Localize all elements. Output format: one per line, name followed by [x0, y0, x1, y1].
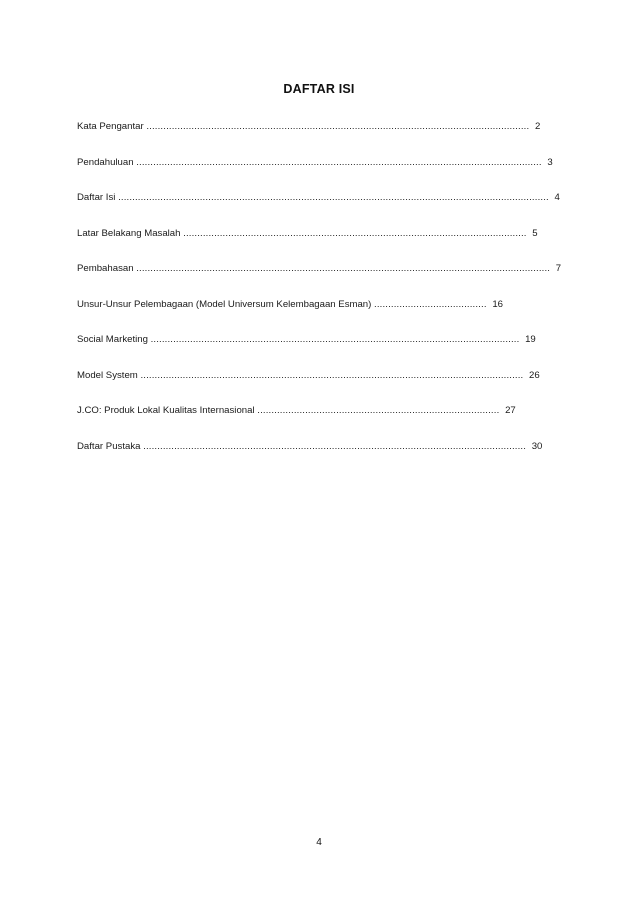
toc-entry-page: 5	[532, 227, 538, 239]
toc-entry-leader: .........................................................................................................................................................	[118, 192, 549, 203]
toc-entry-label: Kata Pengantar	[77, 121, 144, 132]
toc-entry-label: Daftar Pustaka	[77, 440, 141, 452]
toc-entry	[77, 332, 547, 347]
toc-entry-label: Social Marketing	[77, 334, 148, 345]
toc-entry-leader: ................................................................................................................................................	[136, 156, 542, 168]
toc-entry-page: 30	[531, 440, 543, 452]
toc-entry-page: 4	[554, 192, 560, 203]
toc-entry-page: 26	[529, 369, 540, 381]
table-of-contents	[77, 119, 562, 474]
toc-entry	[77, 155, 553, 170]
toc-entry-leader: ..........................................................................................................................	[183, 227, 527, 239]
toc-entry-page: 2	[534, 121, 541, 132]
toc-entry	[77, 190, 560, 205]
toc-entry-page: 27	[505, 405, 516, 416]
toc-entry-leader: ........................................	[374, 298, 487, 310]
toc-entry-leader: ........................................................................................................................................	[143, 440, 527, 452]
toc-entry-leader: ...................................................................................................................................................	[136, 263, 551, 274]
toc-entry	[77, 403, 547, 418]
toc-entry-label: Pembahasan	[77, 263, 134, 274]
toc-entry	[77, 261, 562, 276]
toc-entry-page: 7	[555, 263, 562, 274]
toc-entry	[77, 439, 547, 454]
footer-page-number: 4	[316, 837, 322, 848]
toc-entry	[77, 119, 547, 134]
toc-entry-leader: ...................................................................................................................................	[150, 334, 520, 345]
toc-entry	[77, 297, 547, 312]
toc-entry-label: Unsur-Unsur Pelembagaan (Model Universum Kelembagaan Esman)	[77, 298, 372, 310]
toc-entry-label: Model System	[77, 369, 138, 381]
toc-entry-page: 3	[547, 156, 553, 168]
toc-entry-label: Pendahuluan	[77, 156, 134, 168]
toc-entry-leader: ......................................................................................	[257, 405, 500, 416]
toc-entry	[77, 226, 547, 241]
toc-entry-label: J.CO: Produk Lokal Kualitas Internasional	[77, 405, 255, 416]
toc-entry-label: Daftar Isi	[77, 192, 116, 203]
toc-entry-page: 19	[525, 334, 536, 345]
toc-entry-leader: ........................................................................................................................................	[146, 121, 530, 132]
toc-entry	[77, 368, 547, 383]
toc-entry-page: 16	[492, 298, 503, 310]
page-title: DAFTAR ISI	[283, 82, 355, 96]
toc-entry-label: Latar Belakang Masalah	[77, 227, 181, 239]
toc-entry-leader: ........................................................................................................................................	[140, 369, 524, 381]
